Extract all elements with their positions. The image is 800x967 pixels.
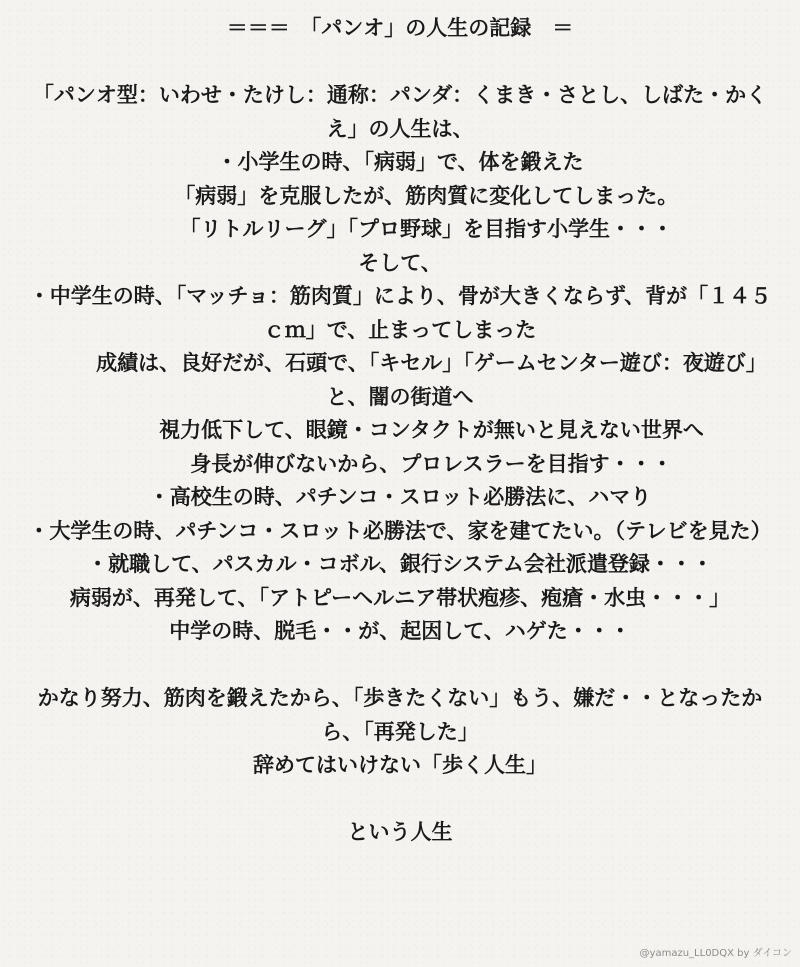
text-line: 身長が伸びないから、プロレスラーを目指す・・・ [127,451,673,476]
watermark: @yamazu_LL0DQX by ダイコン [639,948,792,959]
text-line: 視力低下して、眼鏡・コンタクトが無いと見えない世界へ [96,418,704,442]
document-title: ＝＝＝ 「パンオ」の人生の記録 ＝ [226,16,574,40]
text-line: そして、 [358,250,442,275]
closing-line: という人生 [347,820,453,844]
text-line: 「パンオ型：いわせ・たけし：通称：パンダ：くまき・さとし、しばた・かくえ」の人生は、 [32,83,768,141]
text-line: ・中学生の時、「マッチョ：筋肉質」により、骨が大きくならず、背が「１４５ｃｍ」で、止まってしまった [28,284,772,342]
text-line: ・高校生の時、パチンコ・スロット必勝法に、ハマり [148,485,652,509]
text-line: 病弱が、再発して、「アトピーヘルニア帯状疱疹、疱瘡・水虫・・・」 [69,585,731,610]
text-line: 成績は、良好だが、石頭で、「キセル」「ゲームセンター遊び：夜遊び」と、闇の街道へ [33,351,767,409]
text-line: 「病弱」を克服したが、筋肉質に変化してしまった。 [121,183,679,208]
blank-line [26,783,774,817]
text-line: ・小学生の時、「病弱」で、体を鍛えた [216,150,584,174]
blank-line [26,649,774,683]
text-line: ・就職して、パスカル・コボル、銀行システム会社派遣登録・・・ [87,552,713,576]
document-body [26,12,774,850]
text-line: 辞めてはいけない「歩く人生」 [253,753,547,777]
text-line: 「リトルリーグ」「プロ野球」を目指す小学生・・・ [127,217,673,241]
blank-line [26,46,774,80]
text-line: ・大学生の時、パチンコ・スロット必勝法で、家を建てたい。（テレビを見た） [28,518,772,543]
text-line: 中学の時、脱毛・・が、起因して、ハゲた・・・ [169,619,631,643]
text-line: かなり努力、筋肉を鍛えたから、「歩きたくない」もう、嫌だ・・となったから、「再発した」 [37,686,763,744]
